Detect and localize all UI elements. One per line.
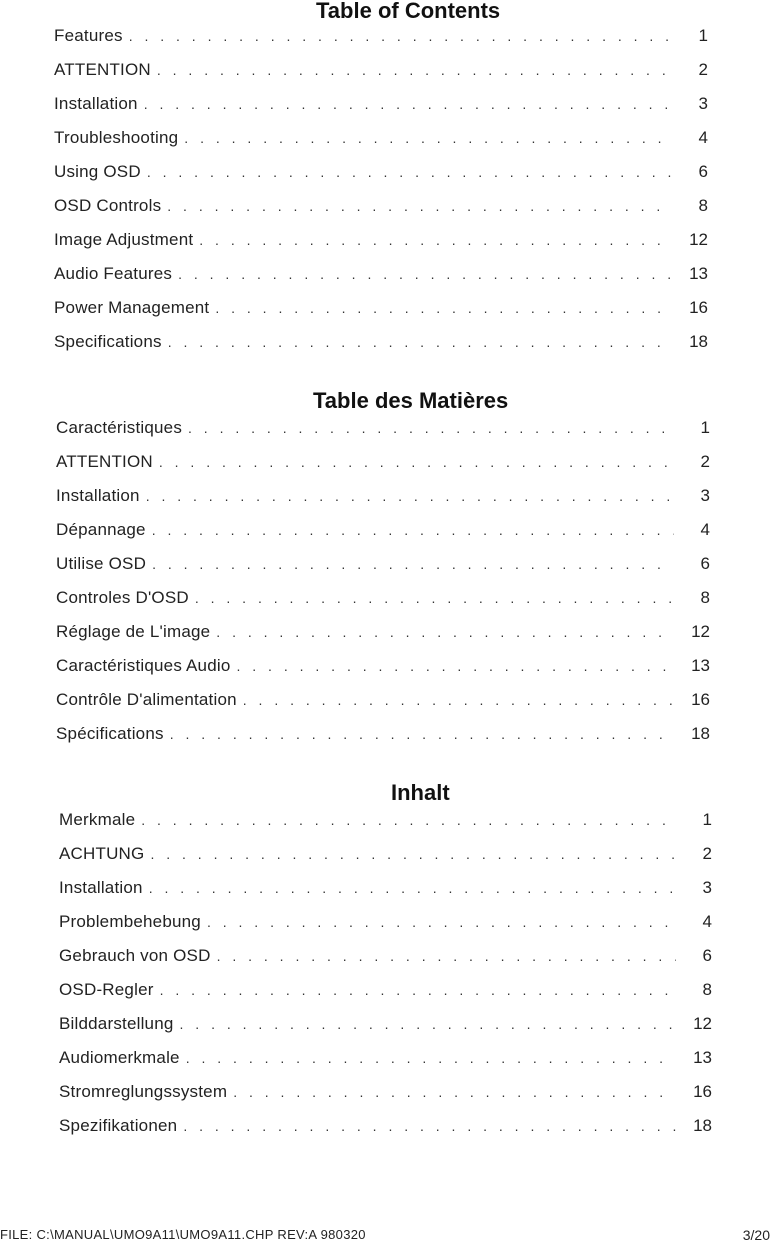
toc-entry-label: Stromreglungssystem [59,1082,228,1101]
toc-entry-label: Specifications [54,332,162,351]
dot-leader [129,28,672,44]
toc-entry-label: Caractéristiques [56,418,183,437]
toc-entry-label: Installation [56,486,140,505]
dot-leader [141,812,676,828]
toc-entry-page: 3 [698,94,708,113]
dot-leader [170,726,674,742]
toc-entry [59,1116,712,1150]
toc-entry [54,162,708,196]
toc-entry-page: 6 [702,946,712,965]
dot-leader [160,982,676,998]
toc-entry-page: 2 [702,844,712,863]
toc-list-english [54,26,708,366]
toc-title-english: Table of Contents [316,0,501,23]
toc-entry-label: Problembehebung [59,912,201,931]
toc-entry [56,588,710,622]
toc-entry-page: 8 [698,196,708,215]
toc-entry [54,26,708,60]
dot-leader [144,96,672,112]
toc-entry [54,94,708,128]
toc-entry-label: ACHTUNG [59,844,145,863]
toc-entry [59,946,712,980]
footer-page-marker: 3/20 [742,1227,770,1243]
toc-entry [56,486,710,520]
toc-entry-page: 13 [693,1048,712,1067]
toc-entry-label: ATTENTION [56,452,153,471]
toc-entry [56,690,710,724]
dot-leader [157,62,672,78]
toc-entry [59,810,712,844]
dot-leader [150,846,676,862]
toc-entry-label: Installation [59,878,143,897]
dot-leader [243,692,674,708]
toc-entry-label: OSD-Regler [59,980,154,999]
toc-entry [56,520,710,554]
toc-entry [54,196,708,230]
dot-leader [237,658,675,674]
toc-entry [56,554,710,588]
toc-entry-label: OSD Controls [54,196,162,215]
toc-entry [59,912,712,946]
dot-leader [180,1016,676,1032]
toc-entry-label: Merkmale [59,810,136,829]
toc-entry-page: 16 [689,298,708,317]
toc-entry [54,60,708,94]
toc-entry [56,452,710,486]
toc-entry [54,264,708,298]
toc-entry-label: Troubleshooting [54,128,179,147]
toc-entry-page: 2 [700,452,710,471]
toc-list-french [56,418,710,758]
toc-entry-page: 4 [700,520,710,539]
toc-entry [56,418,710,452]
dot-leader [199,232,672,248]
toc-entry-page: 4 [698,128,708,147]
toc-entry [59,1082,712,1116]
toc-entry-label: Bilddarstellung [59,1014,174,1033]
dot-leader [168,334,672,350]
toc-entry [59,1048,712,1082]
dot-leader [178,266,672,282]
dot-leader [195,590,674,606]
toc-entry-page: 13 [691,656,710,675]
toc-entry-page: 18 [693,1116,712,1135]
dot-leader [183,1118,676,1134]
toc-entry-label: Audio Features [54,264,173,283]
dot-leader [147,164,672,180]
toc-entry-page: 4 [702,912,712,931]
toc-entry [59,1014,712,1048]
toc-title-german: Inhalt [391,780,450,805]
dot-leader [152,522,674,538]
dot-leader [152,556,674,572]
toc-entry [56,656,710,690]
toc-entry-label: Audiomerkmale [59,1048,180,1067]
toc-entry-page: 18 [689,332,708,351]
dot-leader [146,488,674,504]
toc-entry-page: 2 [698,60,708,79]
dot-leader [216,624,674,640]
toc-entry-page: 8 [700,588,710,607]
toc-entry-label: Using OSD [54,162,141,181]
toc-entry [59,844,712,878]
dot-leader [184,130,672,146]
dot-leader [167,198,672,214]
toc-entry-page: 6 [700,554,710,573]
toc-entry [59,878,712,912]
dot-leader [188,420,674,436]
toc-entry-label: ATTENTION [54,60,151,79]
toc-entry [54,128,708,162]
dot-leader [215,300,672,316]
toc-entry-label: Gebrauch von OSD [59,946,211,965]
toc-entry [54,298,708,332]
toc-entry-label: Spezifikationen [59,1116,178,1135]
toc-entry-page: 12 [689,230,708,249]
toc-list-german [59,810,712,1150]
toc-entry-label: Spécifications [56,724,164,743]
dot-leader [217,948,676,964]
toc-entry-page: 16 [691,690,710,709]
toc-entry-page: 12 [691,622,710,641]
toc-entry-label: Utilise OSD [56,554,147,573]
toc-entry [54,332,708,366]
toc-entry-page: 8 [702,980,712,999]
toc-title-french: Table des Matières [313,388,509,413]
footer-file-info: FILE: C:\MANUAL\UMO9A11\UMO9A11.CHP REV:A 980320 [0,1227,366,1242]
toc-entry-label: Controles D'OSD [56,588,189,607]
toc-entry-label: Installation [54,94,138,113]
toc-entry-page: 1 [702,810,712,829]
dot-leader [207,914,676,930]
toc-entry-label: Power Management [54,298,210,317]
dot-leader [233,1084,676,1100]
toc-entry [56,622,710,656]
toc-entry [56,724,710,758]
toc-entry-label: Dépannage [56,520,146,539]
toc-entry-page: 3 [702,878,712,897]
toc-entry-label: Features [54,26,123,45]
toc-entry-page: 1 [698,26,708,45]
dot-leader [159,454,674,470]
dot-leader [149,880,676,896]
toc-entry-page: 3 [700,486,710,505]
toc-entry-label: Caractéristiques Audio [56,656,231,675]
toc-entry-page: 12 [693,1014,712,1033]
toc-entry [54,230,708,264]
dot-leader [186,1050,676,1066]
toc-entry-page: 1 [700,418,710,437]
toc-entry-label: Réglage de L'image [56,622,211,641]
toc-entry-label: Contrôle D'alimentation [56,690,237,709]
toc-entry [59,980,712,1014]
toc-entry-page: 6 [698,162,708,181]
toc-entry-label: Image Adjustment [54,230,194,249]
toc-entry-page: 13 [689,264,708,283]
toc-entry-page: 16 [693,1082,712,1101]
toc-entry-page: 18 [691,724,710,743]
